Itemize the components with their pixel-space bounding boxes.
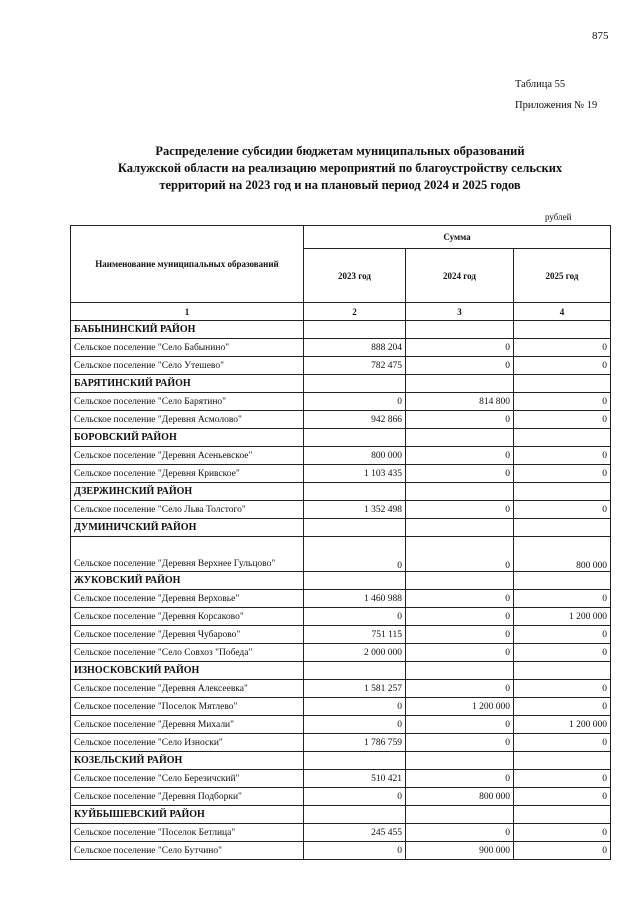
table-row: [71, 788, 611, 806]
empty-cell: [304, 375, 406, 393]
value-2025: 0: [514, 393, 611, 411]
table-label: Таблица 55: [515, 79, 566, 90]
value-2025: 0: [514, 824, 611, 842]
table-row: [71, 411, 611, 429]
region-row: [71, 572, 611, 590]
table-row: [71, 357, 611, 375]
value-2024: 0: [406, 716, 514, 734]
value-2024: 1 200 000: [406, 698, 514, 716]
value-2025: 0: [514, 680, 611, 698]
empty-cell: [514, 572, 611, 590]
column-number: 4: [514, 303, 611, 321]
value-2024: 0: [406, 824, 514, 842]
units-label: рублей: [545, 212, 572, 222]
header-year-2025: 2025 год: [514, 249, 611, 303]
value-2024: 0: [406, 501, 514, 519]
value-2024: 814 800: [406, 393, 514, 411]
value-2023: 0: [304, 788, 406, 806]
empty-cell: [406, 375, 514, 393]
value-2023: 2 000 000: [304, 644, 406, 662]
title-line-1: Распределение субсидии бюджетам муниципальных образований: [155, 144, 525, 158]
value-2025: 0: [514, 734, 611, 752]
empty-cell: [514, 429, 611, 447]
empty-cell: [406, 321, 514, 339]
region-name: ИЗНОСКОВСКИЙ РАЙОН: [71, 662, 304, 680]
table-row: [71, 716, 611, 734]
value-2024: 800 000: [406, 788, 514, 806]
value-2024: 0: [406, 411, 514, 429]
value-2024: 0: [406, 626, 514, 644]
value-2023: 800 000: [304, 447, 406, 465]
region-name: ЖУКОВСКИЙ РАЙОН: [71, 572, 304, 590]
value-2023: 888 204: [304, 339, 406, 357]
table-row: [71, 393, 611, 411]
region-name: ДЗЕРЖИНСКИЙ РАЙОН: [71, 483, 304, 501]
table-row: [71, 626, 611, 644]
value-2025: 1 200 000: [514, 716, 611, 734]
value-2023: 1 786 759: [304, 734, 406, 752]
settlement-name: Сельское поселение "Поселок Мятлево": [71, 698, 304, 716]
value-2023: 510 421: [304, 770, 406, 788]
value-2025: 0: [514, 626, 611, 644]
empty-cell: [304, 483, 406, 501]
settlement-name: Сельское поселение "Село Совхоз "Победа": [71, 644, 304, 662]
value-2023: 942 866: [304, 411, 406, 429]
region-row: [71, 321, 611, 339]
value-2025: 0: [514, 644, 611, 662]
region-name: ДУМИНИЧСКИЙ РАЙОН: [71, 519, 304, 537]
empty-cell: [514, 519, 611, 537]
table-row: [71, 447, 611, 465]
value-2024: 0: [406, 770, 514, 788]
settlement-name: Сельское поселение "Деревня Подборки": [71, 788, 304, 806]
column-number: 3: [406, 303, 514, 321]
value-2025: 0: [514, 590, 611, 608]
empty-cell: [406, 572, 514, 590]
value-2023: 245 455: [304, 824, 406, 842]
value-2025: 0: [514, 411, 611, 429]
settlement-name: Сельское поселение "Деревня Верховье": [71, 590, 304, 608]
table-row: [71, 590, 611, 608]
table-row: [71, 734, 611, 752]
value-2025: 0: [514, 698, 611, 716]
column-number: 2: [304, 303, 406, 321]
value-2024: 900 000: [406, 842, 514, 860]
table-row: [71, 824, 611, 842]
value-2025: 0: [514, 447, 611, 465]
column-number: 1: [71, 303, 304, 321]
value-2023: 1 352 498: [304, 501, 406, 519]
table-row: [71, 608, 611, 626]
table-row: [71, 465, 611, 483]
table-row: [71, 770, 611, 788]
header-name: Наименование муниципальных образований: [71, 226, 304, 303]
table-row: [71, 842, 611, 860]
value-2024: 0: [406, 339, 514, 357]
value-2025: 0: [514, 357, 611, 375]
region-row: [71, 662, 611, 680]
value-2025: 0: [514, 501, 611, 519]
settlement-name: Сельское поселение "Село Бутчино": [71, 842, 304, 860]
value-2023: 0: [304, 842, 406, 860]
settlement-name: Сельское поселение "Село Бабынино": [71, 339, 304, 357]
empty-cell: [304, 429, 406, 447]
region-row: [71, 806, 611, 824]
value-2023: 0: [304, 537, 406, 572]
table-body: [71, 321, 611, 860]
settlement-name: Сельское поселение "Село Барятино": [71, 393, 304, 411]
subsidy-table: [70, 225, 611, 860]
empty-cell: [406, 752, 514, 770]
empty-cell: [304, 519, 406, 537]
value-2023: 0: [304, 698, 406, 716]
value-2024: 0: [406, 608, 514, 626]
table-row: [71, 339, 611, 357]
header-year-2024: 2024 год: [406, 249, 514, 303]
value-2025: 0: [514, 339, 611, 357]
empty-cell: [304, 572, 406, 590]
page-number: 875: [592, 30, 609, 42]
value-2024: 0: [406, 465, 514, 483]
value-2025: 0: [514, 788, 611, 806]
region-name: БАБЫНИНСКИЙ РАЙОН: [71, 321, 304, 339]
value-2023: 0: [304, 608, 406, 626]
value-2025: 0: [514, 842, 611, 860]
empty-cell: [304, 752, 406, 770]
empty-cell: [514, 321, 611, 339]
empty-cell: [514, 375, 611, 393]
settlement-name: Сельское поселение "Село Износки": [71, 734, 304, 752]
empty-cell: [304, 321, 406, 339]
region-row: [71, 375, 611, 393]
value-2023: 0: [304, 716, 406, 734]
region-row: [71, 429, 611, 447]
value-2023: 0: [304, 393, 406, 411]
value-2024: 0: [406, 537, 514, 572]
settlement-name: Сельское поселение "Поселок Бетлица": [71, 824, 304, 842]
value-2024: 0: [406, 680, 514, 698]
region-name: КУЙБЫШЕВСКИЙ РАЙОН: [71, 806, 304, 824]
settlement-name: Сельское поселение "Село Утешево": [71, 357, 304, 375]
value-2024: 0: [406, 644, 514, 662]
empty-cell: [406, 429, 514, 447]
document-title: [60, 143, 620, 194]
empty-cell: [304, 662, 406, 680]
value-2023: 782 475: [304, 357, 406, 375]
empty-cell: [406, 519, 514, 537]
appendix-label: Приложения № 19: [515, 100, 598, 111]
value-2025: 1 200 000: [514, 608, 611, 626]
region-row: [71, 483, 611, 501]
title-line-3: территорий на 2023 год и на плановый период 2024 и 2025 годов: [159, 178, 521, 192]
value-2025: 0: [514, 465, 611, 483]
settlement-name: Сельское поселение "Село Березичский": [71, 770, 304, 788]
empty-cell: [514, 483, 611, 501]
header-year-2023: 2023 год: [304, 249, 406, 303]
settlement-name: Сельское поселение "Деревня Асмолово": [71, 411, 304, 429]
settlement-name: Сельское поселение "Деревня Алексеевка": [71, 680, 304, 698]
region-name: БОРОВСКИЙ РАЙОН: [71, 429, 304, 447]
settlement-name: Сельское поселение "Деревня Корсаково": [71, 608, 304, 626]
value-2023: 751 115: [304, 626, 406, 644]
settlement-name: Сельское поселение "Деревня Чубарово": [71, 626, 304, 644]
region-row: [71, 752, 611, 770]
empty-cell: [406, 806, 514, 824]
value-2023: 1 581 257: [304, 680, 406, 698]
empty-cell: [406, 662, 514, 680]
value-2024: 0: [406, 734, 514, 752]
settlement-name: Сельское поселение "Деревня Асеньевское": [71, 447, 304, 465]
settlement-name: Сельское поселение "Село Льва Толстого": [71, 501, 304, 519]
settlement-name: Сельское поселение "Деревня Кривское": [71, 465, 304, 483]
title-line-2: Калужской области на реализацию мероприятий по благоустройству сельских: [117, 161, 563, 175]
value-2023: 1 103 435: [304, 465, 406, 483]
value-2025: 800 000: [514, 537, 611, 572]
empty-cell: [406, 483, 514, 501]
empty-cell: [304, 806, 406, 824]
empty-cell: [514, 806, 611, 824]
region-name: КОЗЕЛЬСКИЙ РАЙОН: [71, 752, 304, 770]
value-2025: 0: [514, 770, 611, 788]
table-row: [71, 698, 611, 716]
value-2024: 0: [406, 590, 514, 608]
value-2024: 0: [406, 447, 514, 465]
value-2023: 1 460 988: [304, 590, 406, 608]
header-sum: Сумма: [304, 226, 611, 249]
settlement-name: Сельское поселение "Деревня Михали": [71, 716, 304, 734]
table-row: [71, 644, 611, 662]
table-row: [71, 537, 611, 572]
region-name: БАРЯТИНСКИЙ РАЙОН: [71, 375, 304, 393]
empty-cell: [514, 662, 611, 680]
region-row: [71, 519, 611, 537]
empty-cell: [514, 752, 611, 770]
table-row: [71, 680, 611, 698]
table-row: [71, 501, 611, 519]
value-2024: 0: [406, 357, 514, 375]
settlement-name: Сельское поселение "Деревня Верхнее Гульцово": [71, 537, 304, 572]
